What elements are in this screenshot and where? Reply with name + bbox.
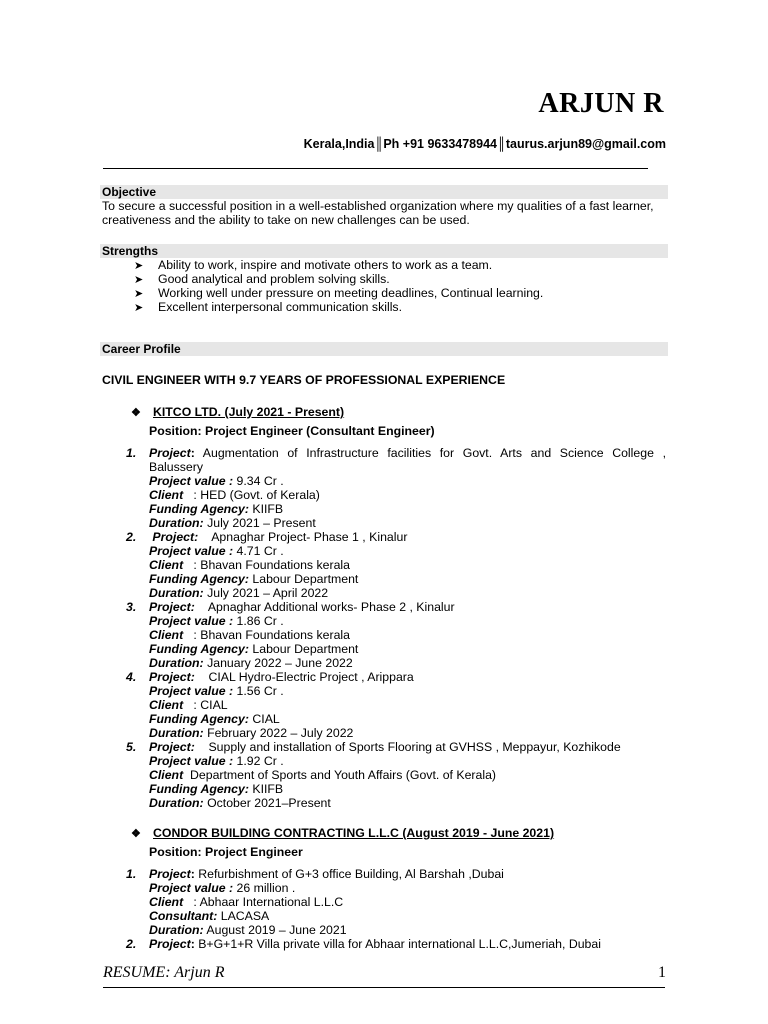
objective-heading: Objective	[100, 185, 668, 199]
contact-line: Kerala,India║Ph +91 9633478944║taurus.arjun89@gmail.com	[303, 137, 666, 151]
diamond-bullet-icon: ❖	[131, 828, 141, 840]
project-entry: 1. Project: Refurbishment of G+3 office Building, Al Barshah ,Dubai Project value : 26 million . Client : Abhaar International L.L.C Consultant: LACASA Duration: August 2019 – June 2021	[126, 867, 504, 937]
arrow-bullet-icon: ➤	[134, 260, 144, 272]
header-divider	[103, 168, 648, 169]
strengths-heading: Strengths	[100, 244, 668, 258]
footer-divider	[103, 987, 665, 988]
company-heading: ❖ CONDOR BUILDING CONTRACTING L.L.C (August 2019 - June 2021)	[131, 826, 555, 840]
objective-text: To secure a successful position in a well-established organization where my qualities of a fast learner, creativeness and the ability to take on new challenges can be used.	[102, 199, 654, 227]
company-heading: ❖ KITCO LTD. (July 2021 - Present)	[131, 405, 345, 419]
project-entry: 2. Project: Apnaghar Project- Phase 1 , Kinalur Project value : 4.71 Cr . Client : Bhavan Foundations kerala Funding Agency: Labour Department Duration: July 2021 – April 2022	[126, 530, 408, 600]
strength-item: ➤ Good analytical and problem solving skills.	[134, 272, 390, 286]
position-title: Position: Project Engineer	[149, 845, 303, 859]
footer-label: RESUME: Arjun R	[103, 964, 225, 981]
arrow-bullet-icon: ➤	[134, 288, 144, 300]
career-headline: CIVIL ENGINEER WITH 9.7 YEARS OF PROFESSIONAL EXPERIENCE	[102, 373, 506, 387]
strength-item: ➤ Ability to work, inspire and motivate others to work as a team.	[134, 258, 493, 272]
strength-item: ➤ Working well under pressure on meeting deadlines, Continual learning.	[134, 286, 544, 300]
strength-item: ➤ Excellent interpersonal communication skills.	[134, 300, 402, 314]
arrow-bullet-icon: ➤	[134, 274, 144, 286]
resume-name: ARJUN R	[538, 88, 664, 119]
page-number: 1	[658, 964, 666, 981]
project-entry: 2. Project: B+G+1+R Villa private villa for Abhaar international L.L.C,Jumeriah, Dubai	[126, 937, 601, 951]
project-entry: 3. Project: Apnaghar Additional works- Phase 2 , Kinalur Project value : 1.86 Cr . Client : Bhavan Foundations kerala Funding Agency: Labour Department Duration: January 2022 – June 2022	[126, 600, 455, 670]
project-entry: 4. Project: CIAL Hydro-Electric Project , Arippara Project value : 1.56 Cr . Client : CIAL Funding Agency: CIAL Duration: February 2022 – July 2022	[126, 670, 414, 740]
arrow-bullet-icon: ➤	[134, 302, 144, 314]
project-entry: 1. Project: Augmentation of Infrastructure facilities for Govt. Arts and Science College , Balussery Project value : 9.34 Cr . Client : HED (Govt. of Kerala) Funding Agency: KIIFB Duration: July 2021 – Present	[126, 446, 666, 530]
position-title: Position: Project Engineer (Consultant Engineer)	[149, 424, 435, 438]
diamond-bullet-icon: ❖	[131, 407, 141, 419]
project-entry: 5. Project: Supply and installation of Sports Flooring at GVHSS , Meppayur, Kozhikode Project value : 1.92 Cr . Client Department of Sports and Youth Affairs (Govt. of Kerala) Funding Agency: KIIFB Duration: October 2021–Present	[126, 740, 621, 810]
career-heading: Career Profile	[100, 342, 668, 356]
